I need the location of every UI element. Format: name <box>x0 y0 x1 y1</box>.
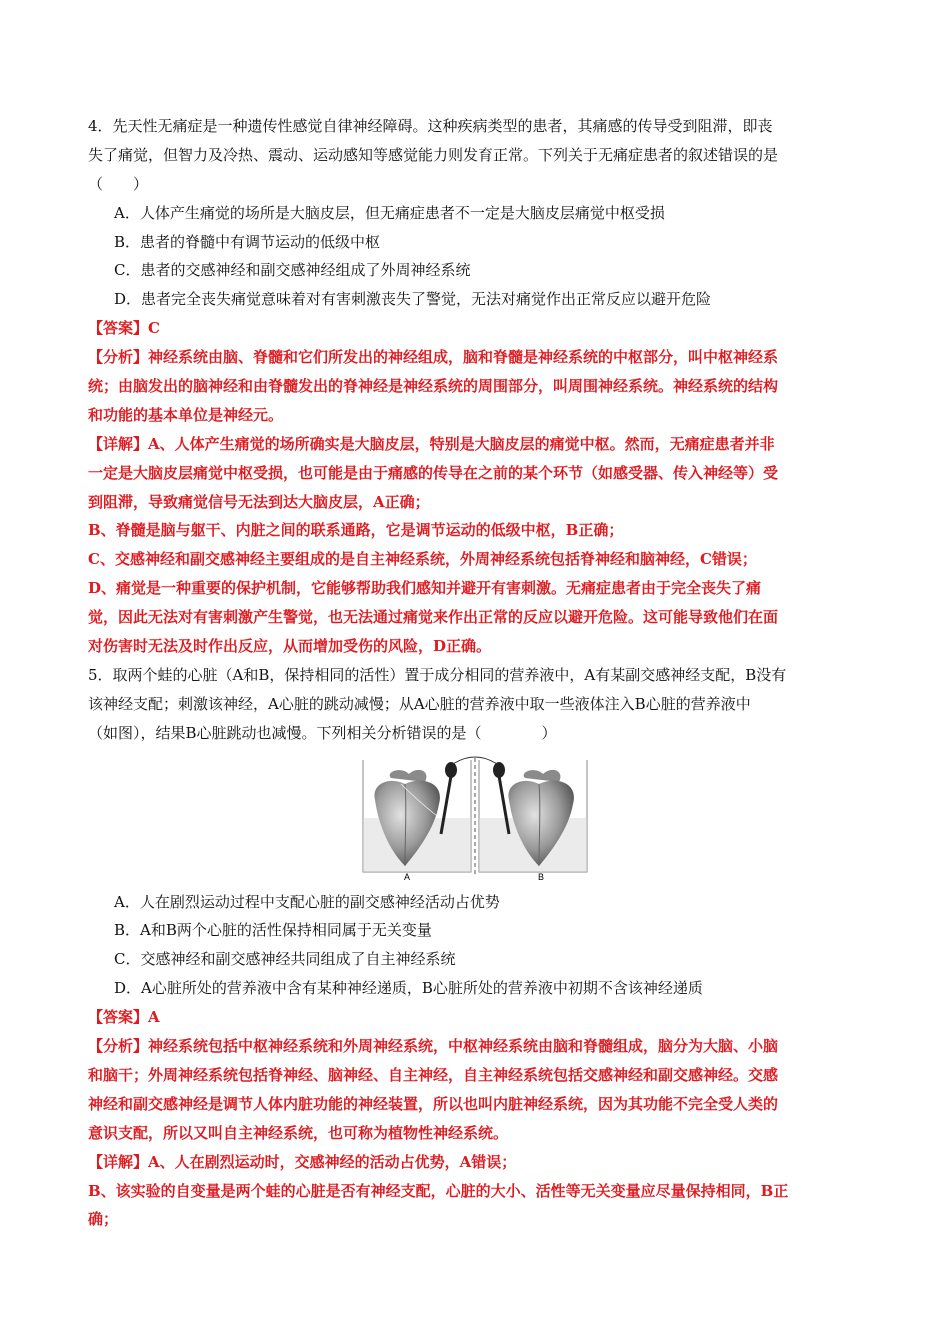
q5-option-a: A．人在剧烈运动过程中支配心脏的副交感神经活动占优势 <box>114 892 500 911</box>
page-content <box>88 112 868 1234</box>
q4-stem-line: 失了痛觉，但智力及冷热、震动、运动感知等感觉能力则发育正常。下列关于无痛症患者的叙述错误的是 <box>88 145 779 164</box>
q4-analysis-line: 【分析】神经系统由脑、脊髓和它们所发出的神经组成，脑和脊髓是神经系统的中枢部分，叫中枢神经系 <box>88 348 779 367</box>
q4-detail-line: 到阻滞，导致痛觉信号无法到达大脑皮层，A正确； <box>88 492 430 511</box>
q4-detail-line: D、痛觉是一种重要的保护机制，它能够帮助我们感知并避开有害刺激。无痛症患者由于完全丧失了痛 <box>88 579 762 598</box>
q4-option-a: A．人体产生痛觉的场所是大脑皮层，但无痛症患者不一定是大脑皮层痛觉中枢受损 <box>114 203 665 222</box>
q5-analysis-line: 意识支配，所以又叫自主神经系统，也可称为植物性神经系统。 <box>88 1123 509 1142</box>
question-5 <box>88 661 868 1234</box>
q4-option-b: B．患者的脊髓中有调节运动的低级中枢 <box>114 232 381 251</box>
q4-detail-line: B、脊髓是脑与躯干、内脏之间的联系通路，它是调节运动的低级中枢，B正确； <box>88 521 624 540</box>
q5-stem-line: 该神经支配；刺激该神经，A心脏的跳动减慢；从A心脏的营养液中取一些液体注入B心脏的营养液中 <box>88 694 751 713</box>
frog-heart-figure <box>88 756 868 882</box>
q5-detail-line: 确； <box>88 1210 119 1229</box>
q4-analysis-line: 统；由脑发出的脑神经和由脊髓发出的脊神经是神经系统的周围部分，叫周围神经系统。神经系统的结构 <box>88 377 779 396</box>
q4-detail-line: 一定是大脑皮层痛觉中枢受损，也可能是由于痛感的传导在之前的某个环节（如感受器、传入神经等）受 <box>88 463 779 482</box>
q5-analysis-line: 神经和副交感神经是调节人体内脏功能的神经装置，所以也叫内脏神经系统，因为其功能不完全受人类的 <box>88 1094 779 1113</box>
q4-detail-line: 【详解】A、人体产生痛觉的场所确实是大脑皮层，特别是大脑皮层的痛觉中枢。然而，无痛症患者并非 <box>88 434 775 453</box>
q5-detail-line: 【详解】A、人在剧烈运动时，交感神经的活动占优势，A错误； <box>88 1152 517 1171</box>
q5-stem-line: （如图），结果B心脏跳动也减慢。下列相关分析错误的是（ ） <box>88 723 557 742</box>
q4-stem-line: 4．先天性无痛症是一种遗传性感觉自律神经障碍。这种疾病类型的患者，其痛感的传导受到阻滞，即丧 <box>88 117 773 135</box>
q4-detail-line: 对伤害时无法及时作出反应，从而增加受伤的风险，D正确。 <box>88 637 492 656</box>
q4-option-c: C．患者的交感神经和副交感神经组成了外周神经系统 <box>114 261 471 280</box>
q5-answer: 【答案】A <box>88 1008 160 1027</box>
q5-analysis-line: 和脑干；外周神经系统包括脊神经、脑神经、自主神经，自主神经系统包括交感神经和副交感神经。交感 <box>88 1065 779 1084</box>
label-b: B <box>537 871 545 882</box>
q4-detail-line: C、交感神经和副交感神经主要组成的是自主神经系统，外周神经系统包括脊神经和脑神经，C错误； <box>88 550 757 569</box>
q4-analysis-line: 和功能的基本单位是神经元。 <box>88 405 284 424</box>
q4-detail-line: 觉，因此无法对有害刺激产生警觉，也无法通过痛觉来作出正常的反应以避开危险。这可能导致他们在面 <box>88 608 779 627</box>
frog-heart-diagram <box>361 756 589 882</box>
label-a: A <box>403 871 411 882</box>
q5-option-b: B．A和B两个心脏的活性保持相同属于无关变量 <box>114 921 432 940</box>
q4-answer: 【答案】C <box>88 319 160 338</box>
q5-option-d: D．A心脏所处的营养液中含有某种神经递质，B心脏所处的营养液中初期不含该神经递质 <box>114 979 703 998</box>
q4-option-d: D．患者完全丧失痛觉意味着对有害刺激丧失了警觉，无法对痛觉作出正常反应以避开危险 <box>114 290 712 309</box>
q5-detail-line: B、该实验的自变量是两个蛙的心脏是否有神经支配，心脏的大小、活性等无关变量应尽量保持相同，B正 <box>88 1181 789 1200</box>
q5-stem-line: 5．取两个蛙的心脏（A和B，保持相同的活性）置于成分相同的营养液中，A有某副交感神经支配，B没有 <box>88 665 787 684</box>
q4-stem-line: （ ） <box>88 174 149 193</box>
question-4 <box>88 112 868 661</box>
q5-analysis-line: 【分析】神经系统包括中枢神经系统和外周神经系统，中枢神经系统由脑和脊髓组成，脑分为大脑、小脑 <box>88 1037 779 1056</box>
q5-option-c: C．交感神经和副交感神经共同组成了自主神经系统 <box>114 950 456 969</box>
